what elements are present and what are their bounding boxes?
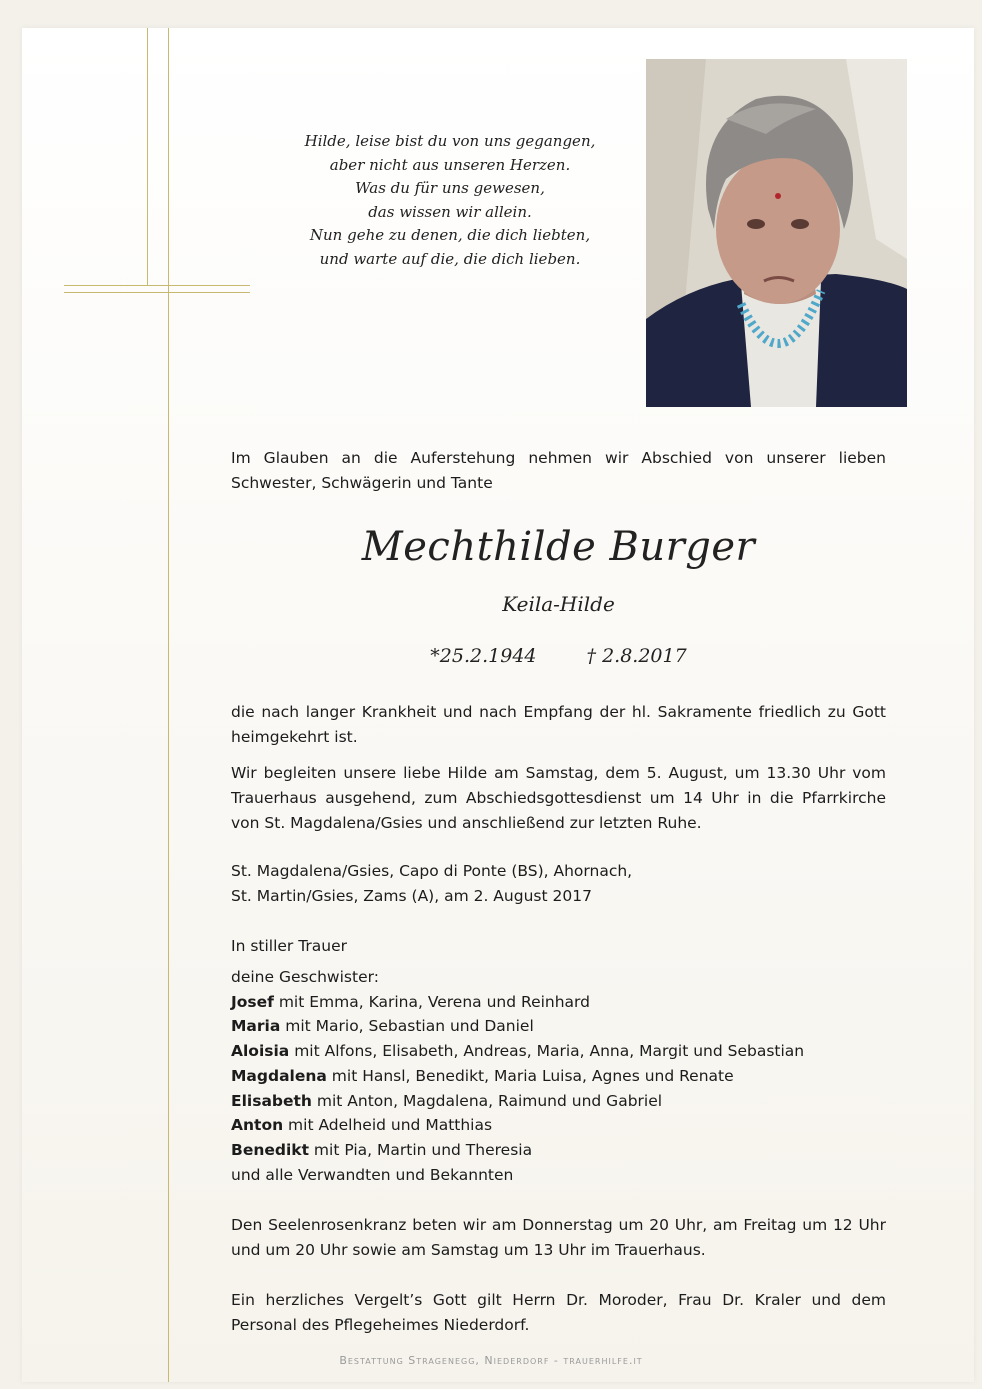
sibling-name: Elisabeth — [231, 1091, 312, 1110]
sibling-name: Aloisia — [231, 1042, 290, 1061]
footer-credit: Bestattung Stragenegg, Niederdorf - trauerhilfe.it — [339, 1354, 643, 1367]
sibling-family: mit Hansl, Benedikt, Maria Luisa, Agnes und Renate — [326, 1066, 734, 1085]
paragraph-rosary: Den Seelenrosenkranz beten wir am Donnerstag um 20 Uhr, am Freitag um 12 Uhr und um 20 Uhr sowie am Samstag um 13 Uhr im Trauerhaus. — [231, 1216, 886, 1259]
sibling-line — [231, 1138, 886, 1163]
poem-line: Nun gehe zu denen, die dich liebten, — [309, 226, 591, 244]
sibling-family: mit Emma, Karina, Verena und Reinhard — [273, 992, 590, 1011]
nickname: Keila-Hilde — [502, 592, 615, 616]
siblings-intro: deine Geschwister: — [231, 968, 379, 986]
poem-line: aber nicht aus unseren Herzen. — [329, 155, 571, 174]
poem — [300, 130, 600, 271]
mourning-text: In stiller Trauer — [231, 937, 348, 955]
sibling-line — [231, 1039, 886, 1064]
sibling-family: mit Alfons, Elisabeth, Andreas, Maria, Anna, Margit und Sebastian — [289, 1042, 805, 1061]
sibling-name: Anton — [231, 1116, 284, 1135]
sibling-name: Magdalena — [231, 1066, 327, 1085]
cross-horizontal-line-2 — [64, 292, 250, 293]
sibling-family: mit Adelheid und Matthias — [283, 1116, 493, 1135]
sibling-name: Josef — [231, 992, 274, 1011]
family-list — [231, 965, 886, 1187]
intro-text: Im Glauben an die Auferstehung nehmen wir Abschied von unserer lieben Schwester, Schwägerin und Tante — [231, 449, 886, 492]
poem-line: und warte auf die, die dich lieben. — [319, 249, 581, 268]
birth-date: *25.2.1944 — [430, 645, 537, 667]
sibling-line — [231, 1089, 886, 1114]
cross-vertical-line-long — [168, 28, 169, 1382]
sibling-name: Maria — [231, 1017, 281, 1036]
paragraph-thanks: Ein herzliches Vergelt’s Gott gilt Herrn Dr. Moroder, Frau Dr. Kraler und dem Personal des Pflegeheimes Niederdorf. — [231, 1291, 886, 1334]
poem-line: Hilde, leise bist du von uns gegangen, — [304, 132, 596, 150]
poem-line: das wissen wir allein. — [368, 202, 532, 221]
place-line: St. Magdalena/Gsies, Capo di Ponte (BS), Ahornach, — [231, 862, 633, 880]
place-date — [231, 859, 886, 909]
sibling-line — [231, 1113, 886, 1138]
sibling-family: mit Mario, Sebastian und Daniel — [280, 1017, 534, 1036]
place-line: St. Martin/Gsies, Zams (A), am 2. August 2017 — [231, 887, 592, 905]
portrait-photo — [646, 59, 907, 407]
life-dates — [231, 645, 886, 667]
deceased-name: Mechthilde Burger — [361, 524, 756, 570]
paragraph-funeral: Wir begleiten unsere liebe Hilde am Samstag, dem 5. August, um 13.30 Uhr vom Trauerhaus ausgehend, zum Abschiedsgottesdienst um 14 Uhr in die Pfarrkirche von St. Magdalena/Gsies und anschließend zur letzten Ruhe. — [231, 764, 886, 832]
sibling-line — [231, 1014, 886, 1039]
sibling-name: Benedikt — [231, 1140, 309, 1159]
poem-line: Was du für uns gewesen, — [355, 179, 545, 197]
sibling-line — [231, 1064, 886, 1089]
sibling-family: mit Anton, Magdalena, Raimund und Gabriel — [311, 1091, 663, 1110]
relatives-line: und alle Verwandten und Bekannten — [231, 1165, 514, 1184]
cross-vertical-line — [147, 28, 148, 286]
paragraph-passing: die nach langer Krankheit und nach Empfang der hl. Sakramente friedlich zu Gott heimgekehrt ist. — [231, 703, 886, 746]
sibling-family: mit Pia, Martin und Theresia — [309, 1140, 533, 1159]
sibling-line — [231, 990, 886, 1015]
cross-horizontal-line — [64, 285, 250, 286]
death-date: † 2.8.2017 — [586, 645, 687, 667]
